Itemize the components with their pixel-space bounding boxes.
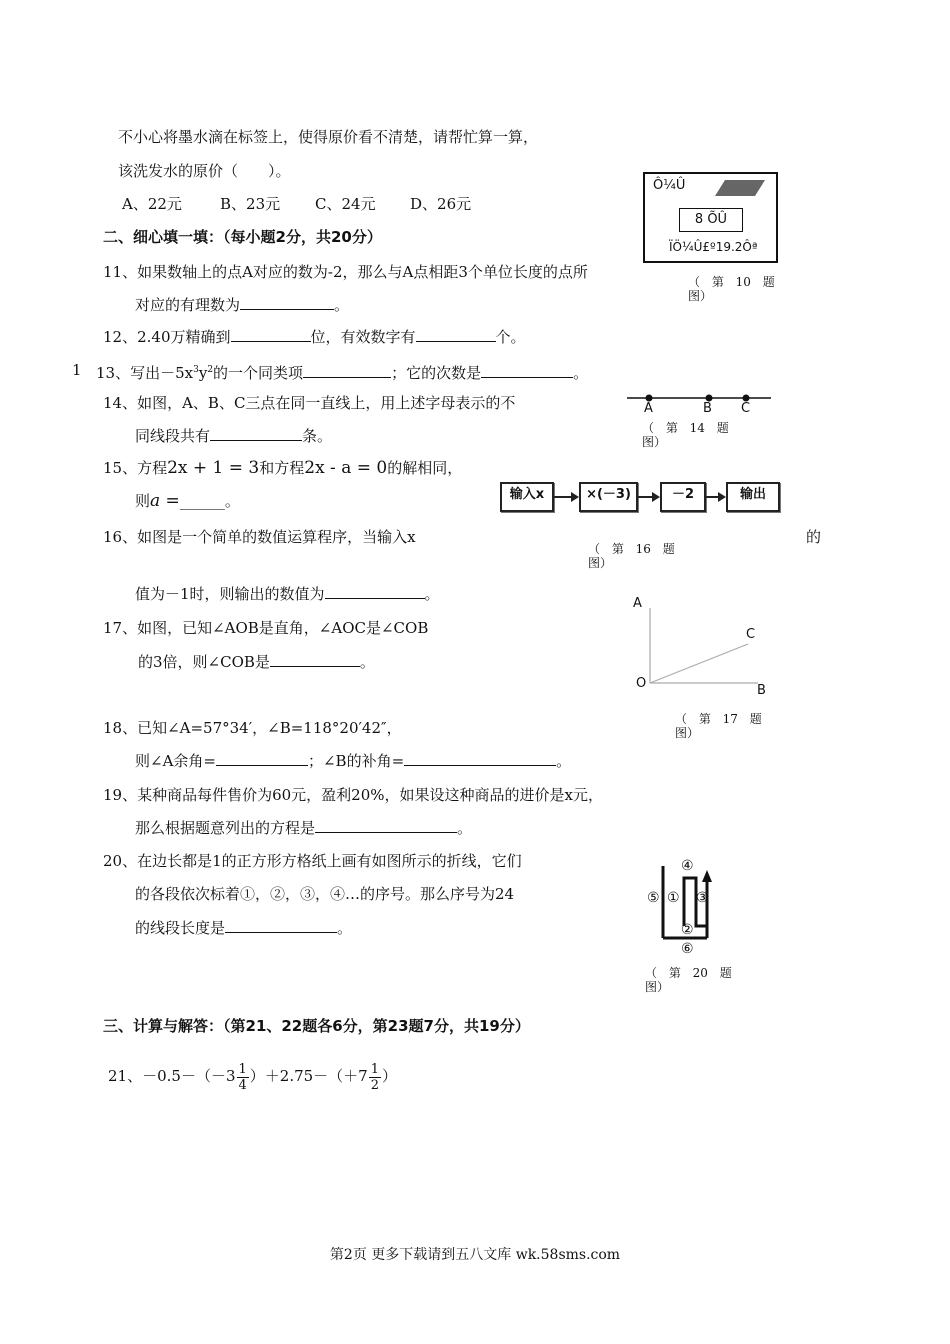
fig10-caption: （ 第 10 题图） <box>688 275 775 303</box>
q9-option-c: C、24元 <box>315 195 376 213</box>
q13-blank-2[interactable] <box>481 363 573 378</box>
up-arrow-icon <box>702 870 712 882</box>
fig14-label-c: C <box>741 401 751 416</box>
flow-arrow-2 <box>636 496 658 498</box>
fig17-angle-diagram <box>640 600 770 695</box>
q9-option-b: B、23元 <box>220 195 281 213</box>
q17-line2: 的3倍，则∠COB是 。 <box>138 653 375 671</box>
q14-line2: 同线段共有 条。 <box>135 427 333 445</box>
q15-eq1: 2x + 1 = 3 <box>167 458 260 478</box>
flow-input-box: 输入x <box>500 482 554 512</box>
q13-margin-mark: 1 <box>72 361 82 379</box>
q12-blank-1[interactable] <box>231 327 311 342</box>
flow-multiply-box: ×(－3) <box>579 482 638 512</box>
fig10-discount-box <box>679 208 743 232</box>
fig10-original-price: Ô¼Û <box>653 178 686 193</box>
fig20-mark-5: ⑤ <box>647 890 660 906</box>
q16-line1-end: 的 <box>806 528 822 546</box>
fig20-mark-1: ① <box>667 890 680 906</box>
fig14-caption: （ 第 14 题图） <box>642 421 729 449</box>
q15-line2: 则a =______。 <box>135 491 240 511</box>
q21-fraction-2: $\frac{1}{2}$ <box>370 1061 380 1093</box>
q12: 12、2.40万精确到 位，有效数字有 个。 <box>103 328 526 346</box>
fig20-caption: （ 第 20 题图） <box>645 966 732 994</box>
fig10-label-box <box>643 172 778 263</box>
q20-line2: 的各段依次标着①，②，③，④…的序号。那么序号为24 <box>135 885 515 903</box>
q20-line3: 的线段长度是 。 <box>135 919 353 937</box>
fig10-current-price: ÏÖ¼Û£º19.2Ôª <box>669 240 758 254</box>
q9-line2: 该洗发水的原价（ ）。 <box>118 162 291 180</box>
q18-line1: 18、已知∠A=57°34′，∠B=118°20′42″， <box>103 719 402 737</box>
q17-line1: 17、如图，已知∠AOB是直角，∠AOC是∠COB <box>103 619 429 637</box>
q15-answer-blank[interactable]: ______ <box>179 492 225 510</box>
flow-output-box: 输出 <box>726 482 780 512</box>
q15-line1: 15、方程2x + 1 = 3和方程2x - a = 0的解相同， <box>103 458 463 478</box>
q9-option-a: A、22元 <box>122 195 182 213</box>
q13-blank-1[interactable] <box>303 363 391 378</box>
fig20-mark-4: ④ <box>681 858 694 874</box>
fig14-label-a: A <box>644 401 653 416</box>
q9-line1: 不小心将墨水滴在标签上，使得原价看不清楚，请帮忙算一算， <box>118 128 539 146</box>
fig14-label-b: B <box>703 401 712 416</box>
flow-arrow-1 <box>553 496 577 498</box>
q20-line1: 20、在边长都是1的正方形方格纸上画有如图所示的折线，它们 <box>103 852 522 870</box>
page-footer: 第2页 更多下载请到五八文库 wk.58sms.com <box>329 1247 621 1263</box>
q18-blank-1[interactable] <box>216 751 308 766</box>
fig20-mark-3: ③ <box>696 890 709 906</box>
q19-answer-blank[interactable] <box>315 818 457 833</box>
fig10-discount-text: 8 ÕÛ <box>694 212 728 227</box>
fig16-caption: （ 第 16 题图） <box>588 542 675 570</box>
fig17-label-a: A <box>633 596 642 611</box>
q16-answer-blank[interactable] <box>325 584 425 599</box>
q16-line1: 16、如图是一个简单的数值运算程序，当输入x <box>103 528 416 546</box>
section3-title: 三、计算与解答：（第21、22题各6分，第23题7分，共19分） <box>103 1017 530 1035</box>
q17-answer-blank[interactable] <box>270 652 360 667</box>
q14-answer-blank[interactable] <box>210 426 302 441</box>
fig17-label-b: B <box>757 683 766 698</box>
fig17-label-o: O <box>636 676 647 691</box>
q14-line1: 14、如图，A、B、C三点在同一直线上，用上述字母表示的不 <box>103 394 516 412</box>
fig20-mark-2: ② <box>681 922 694 938</box>
q18-blank-2[interactable] <box>404 751 556 766</box>
flow-subtract-box: －2 <box>660 482 706 512</box>
section2-title: 二、细心填一填：（每小题2分，共20分） <box>103 228 382 246</box>
q20-answer-blank[interactable] <box>225 918 337 933</box>
q19-line2: 那么根据题意列出的方程是 。 <box>135 819 473 837</box>
q16-line2: 值为－1时，则输出的数值为 。 <box>135 585 440 603</box>
fig17-label-c: C <box>746 627 756 642</box>
q21: 21、－0.5－（－3 $\frac{1}{4}$ ）＋2.75－（＋7 $\frac{1}{2}$ ） <box>108 1061 398 1093</box>
q21-fraction-1: $\frac{1}{4}$ <box>238 1061 247 1093</box>
flow-arrow-3 <box>704 496 724 498</box>
q11-line1: 11、如果数轴上的点A对应的数为-2，那么与A点相距3个单位长度的点所 <box>103 263 588 281</box>
q19-line1: 19、某种商品每件售价为60元，盈利20%，如果设这种商品的进价是x元， <box>103 786 603 804</box>
q15-eq2: 2x - a = 0 <box>304 458 388 478</box>
q18-line2: 则∠A余角= ；∠B的补角= 。 <box>135 752 572 770</box>
q13: 13、写出$-5x^3y^2$的一个同类项 ；它的次数是 。 <box>96 364 589 382</box>
q12-blank-2[interactable] <box>416 327 496 342</box>
q11-line2: 对应的有理数为 。 <box>135 296 350 314</box>
q11-answer-blank[interactable] <box>240 295 334 310</box>
fig17-caption: （ 第 17 题图） <box>675 712 762 740</box>
fig20-mark-6: ⑥ <box>681 941 694 957</box>
q9-option-d: D、26元 <box>410 195 472 213</box>
ink-blot-icon <box>713 178 767 198</box>
